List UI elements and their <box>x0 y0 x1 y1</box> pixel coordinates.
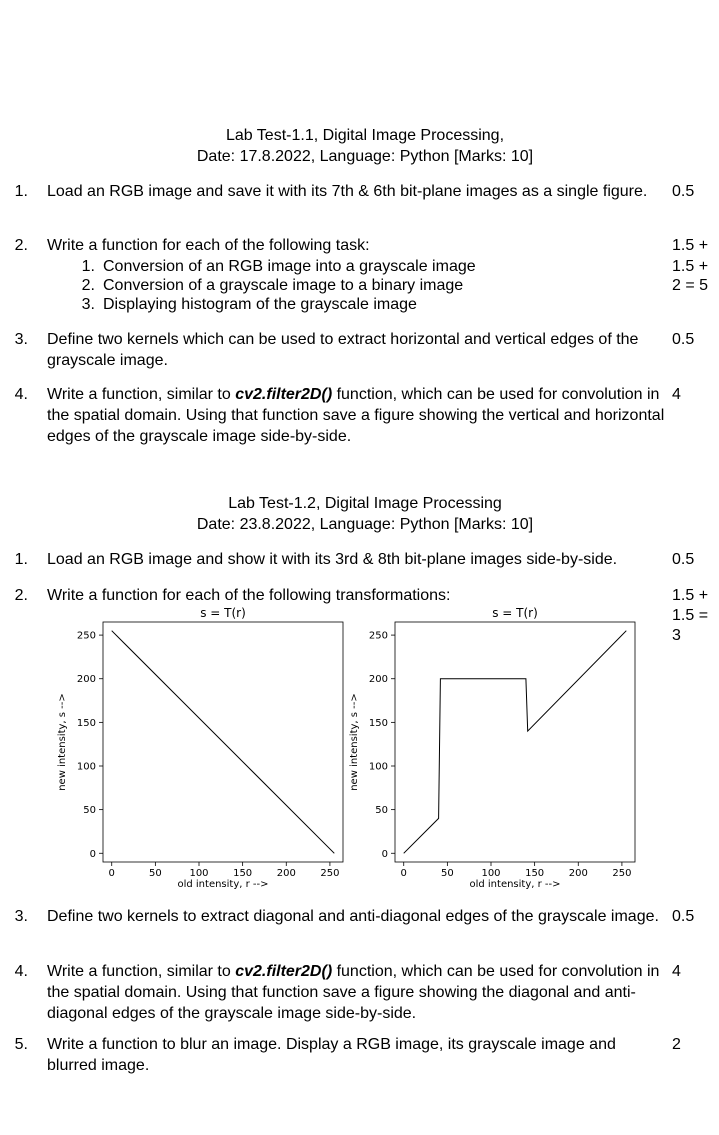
question-marks: 3 <box>672 627 681 644</box>
question-marks: 2 = 5 <box>672 277 709 294</box>
question-marks: 0.5 <box>672 551 695 568</box>
chart-title: s = T(r) <box>492 606 538 620</box>
question-number: 5. <box>14 1036 28 1053</box>
question-text-after: function, which can be used for convolution in the spatial domain. Using that function save a figure showing the diagonal and anti-diagonal edges of the grayscale image side-by-side. <box>47 963 660 1022</box>
x-tick-label: 250 <box>612 868 632 879</box>
y-tick-label: 0 <box>89 848 96 860</box>
y-tick-label: 150 <box>368 717 388 729</box>
x-tick-label: 50 <box>148 868 162 879</box>
x-axis-label: old intensity, r --> <box>177 879 269 890</box>
x-tick-label: 50 <box>440 868 454 879</box>
y-tick-label: 0 <box>381 848 388 860</box>
question-text: Define two kernels to extract diagonal and anti-diagonal edges of the grayscale image. <box>47 908 659 925</box>
question-number: 3. <box>14 908 28 925</box>
question-text: Load an RGB image and show it with its 3rd & 8th bit-plane images side-by-side. <box>47 551 618 568</box>
x-tick-label: 100 <box>189 868 209 879</box>
y-tick-label: 200 <box>368 674 388 686</box>
subitem-text: Conversion of a grayscale image to a binary image <box>103 277 464 294</box>
x-tick-label: 100 <box>481 868 501 879</box>
question-marks: 0.5 <box>672 908 695 925</box>
question-text-after: function, which can be used for convolution in the spatial domain. Using that function save a figure showing the vertical and horizontal edges of the grayscale image side-by-side. <box>47 386 665 445</box>
question-marks: 1.5 + <box>672 237 709 254</box>
question-number: 4. <box>14 386 28 403</box>
question-marks: 0.5 <box>672 183 695 200</box>
function-name: cv2.filter2D() <box>235 386 333 403</box>
question-marks: 4 <box>672 386 681 403</box>
transformation-charts <box>0 600 719 895</box>
test1-title: Lab Test-1.1, Digital Image Processing, <box>225 127 505 144</box>
question-text: Load an RGB image and save it with its 7th & 6th bit-plane images as a single figure. <box>47 183 648 200</box>
y-tick-label: 100 <box>368 761 388 773</box>
test1-subtitle: Date: 17.8.2022, Language: Python [Marks: 10] <box>196 148 534 165</box>
y-tick-label: 50 <box>83 805 96 817</box>
question-marks: 1.5 = <box>672 607 709 624</box>
question-number: 3. <box>14 331 28 348</box>
chart-2 <box>349 606 635 890</box>
question-text-before: Write a function, similar to <box>47 386 236 403</box>
question-text: Write a function to blur an image. Display a RGB image, its grayscale image and blurred image. <box>47 1036 616 1074</box>
question-text <box>47 384 665 447</box>
question-marks: 4 <box>672 963 681 980</box>
question-text: Write a function for each of the following transformations: <box>47 587 451 604</box>
y-axis-label: new intensity, s --> <box>57 693 68 791</box>
x-tick-label: 0 <box>108 868 115 879</box>
subitem-text: Conversion of an RGB image into a grayscale image <box>103 258 476 275</box>
transformation-line <box>112 631 335 854</box>
x-tick-label: 200 <box>568 868 588 879</box>
subitem-number: 3. <box>81 296 95 313</box>
test2-title: Lab Test-1.2, Digital Image Processing <box>228 495 502 512</box>
question-number: 1. <box>14 183 28 200</box>
x-tick-label: 150 <box>233 868 253 879</box>
chart-title: s = T(r) <box>200 606 246 620</box>
x-tick-label: 200 <box>276 868 296 879</box>
y-tick-label: 150 <box>76 717 96 729</box>
question-number: 2. <box>14 237 28 254</box>
chart-1 <box>57 606 343 890</box>
y-tick-label: 250 <box>76 630 96 642</box>
question-marks: 2 <box>672 1036 681 1053</box>
question-number: 1. <box>14 551 28 568</box>
x-tick-label: 0 <box>400 868 407 879</box>
question-number: 2. <box>14 587 28 604</box>
question-marks: 0.5 <box>672 331 695 348</box>
test2-subtitle: Date: 23.8.2022, Language: Python [Marks: 10] <box>196 516 534 533</box>
question-text-before: Write a function, similar to <box>47 963 236 980</box>
question-text: Define two kernels which can be used to extract horizontal and vertical edges of the grayscale image. <box>47 331 639 369</box>
subitem-number: 2. <box>81 277 95 294</box>
subitem-text: Displaying histogram of the grayscale image <box>103 296 417 313</box>
y-axis-label: new intensity, s --> <box>349 693 360 791</box>
question-text: Write a function for each of the following task: <box>47 237 370 254</box>
question-text <box>47 961 665 1024</box>
function-name: cv2.filter2D() <box>235 963 333 980</box>
transformation-line <box>404 631 627 854</box>
subitem-number: 1. <box>81 258 95 275</box>
x-axis-label: old intensity, r --> <box>469 879 561 890</box>
question-marks: 1.5 + <box>672 587 709 604</box>
x-tick-label: 250 <box>320 868 340 879</box>
x-tick-label: 150 <box>525 868 545 879</box>
y-tick-label: 200 <box>76 674 96 686</box>
y-tick-label: 50 <box>375 805 388 817</box>
y-tick-label: 250 <box>368 630 388 642</box>
question-marks: 1.5 + <box>672 258 709 275</box>
y-tick-label: 100 <box>76 761 96 773</box>
question-number: 4. <box>14 963 28 980</box>
